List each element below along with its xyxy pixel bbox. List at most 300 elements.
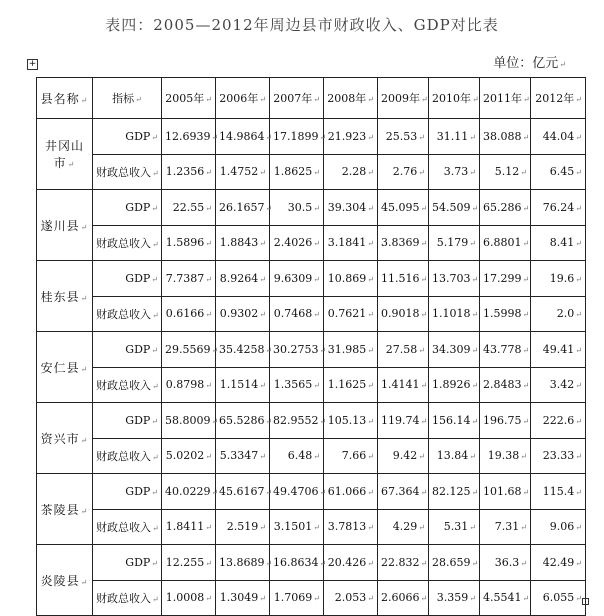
paragraph-mark-icon: ↵ bbox=[265, 416, 273, 426]
county-name-cell[interactable] bbox=[37, 545, 93, 616]
indicator-label: GDP bbox=[125, 484, 151, 498]
paragraph-mark-icon: ↵ bbox=[205, 168, 212, 178]
value-text: 13.703 bbox=[432, 271, 471, 285]
value-cell[interactable] bbox=[324, 367, 378, 403]
value-cell[interactable] bbox=[531, 332, 586, 368]
paragraph-mark-icon: ↵ bbox=[313, 523, 320, 533]
value-cell[interactable] bbox=[162, 190, 216, 226]
paragraph-mark-icon: ↵ bbox=[420, 487, 428, 497]
value-cell[interactable] bbox=[324, 225, 378, 261]
paragraph-mark-icon: ↵ bbox=[319, 487, 327, 497]
value-cell[interactable] bbox=[162, 225, 216, 261]
header-year-cell[interactable] bbox=[270, 78, 324, 119]
value-text: 3.7813 bbox=[327, 520, 367, 534]
value-cell[interactable] bbox=[270, 261, 324, 297]
paragraph-mark-icon: ↵ bbox=[259, 523, 266, 533]
value-cell[interactable] bbox=[270, 474, 327, 510]
value-cell[interactable] bbox=[378, 119, 429, 155]
value-cell[interactable] bbox=[480, 261, 531, 297]
value-text: 30.2753 bbox=[273, 342, 319, 356]
value-cell[interactable] bbox=[480, 438, 531, 474]
paragraph-mark-icon: ↵ bbox=[135, 95, 142, 104]
value-cell[interactable] bbox=[216, 580, 270, 616]
value-cell[interactable] bbox=[162, 438, 216, 474]
header-year-label: 2010年 bbox=[432, 92, 471, 105]
value-text: 19.6 bbox=[549, 271, 575, 285]
value-cell[interactable] bbox=[480, 403, 531, 439]
header-year-cell[interactable] bbox=[216, 78, 270, 119]
unit-text: 单位：亿元 bbox=[493, 56, 559, 71]
value-cell[interactable] bbox=[429, 580, 480, 616]
paragraph-mark-icon: ↵ bbox=[420, 203, 428, 213]
paragraph-mark-icon: ↵ bbox=[575, 203, 582, 213]
value-cell[interactable] bbox=[324, 119, 378, 155]
value-text: 3.42 bbox=[549, 378, 575, 392]
value-cell[interactable] bbox=[378, 545, 429, 581]
value-cell[interactable] bbox=[531, 580, 586, 616]
value-cell[interactable] bbox=[270, 190, 324, 226]
county-name-cell[interactable] bbox=[37, 261, 93, 332]
table-move-handle-icon[interactable]: + bbox=[28, 59, 37, 69]
paragraph-mark-icon: ↵ bbox=[575, 487, 582, 497]
value-text: 40.0229 bbox=[165, 484, 211, 498]
value-cell[interactable] bbox=[216, 403, 273, 439]
value-cell[interactable] bbox=[429, 403, 480, 439]
value-cell[interactable] bbox=[216, 332, 273, 368]
paragraph-mark-icon: ↵ bbox=[80, 577, 89, 587]
value-cell[interactable] bbox=[324, 296, 378, 332]
paragraph-mark-icon: ↵ bbox=[152, 381, 159, 391]
value-cell[interactable] bbox=[531, 509, 586, 545]
paragraph-mark-icon: ↵ bbox=[469, 452, 476, 462]
paragraph-mark-icon: ↵ bbox=[151, 558, 158, 568]
value-cell[interactable] bbox=[216, 545, 273, 581]
indicator-cell[interactable] bbox=[93, 332, 162, 368]
indicator-label: GDP bbox=[125, 129, 151, 143]
table-row bbox=[37, 154, 586, 190]
value-cell[interactable] bbox=[378, 438, 429, 474]
value-text: 7.31 bbox=[494, 520, 520, 534]
value-text: 76.24 bbox=[542, 200, 575, 214]
value-cell[interactable] bbox=[162, 403, 219, 439]
paragraph-mark-icon: ↵ bbox=[471, 381, 479, 391]
value-text: 44.04 bbox=[542, 129, 575, 143]
value-cell[interactable] bbox=[216, 474, 273, 510]
paragraph-mark-icon: ↵ bbox=[151, 203, 158, 213]
paragraph-mark-icon: ↵ bbox=[472, 95, 479, 104]
paragraph-mark-icon: ↵ bbox=[151, 345, 158, 355]
paragraph-mark-icon: ↵ bbox=[522, 310, 530, 320]
value-cell[interactable] bbox=[162, 545, 216, 581]
table-resize-handle-icon[interactable] bbox=[582, 598, 589, 605]
value-text: 1.8926 bbox=[432, 378, 471, 392]
paragraph-mark-icon: ↵ bbox=[367, 203, 374, 213]
value-cell[interactable] bbox=[531, 261, 586, 297]
indicator-cell[interactable] bbox=[93, 190, 162, 226]
value-cell[interactable] bbox=[216, 225, 270, 261]
value-text: 6.45 bbox=[549, 165, 575, 179]
paragraph-mark-icon: ↵ bbox=[205, 203, 212, 213]
value-cell[interactable] bbox=[162, 474, 219, 510]
table-row bbox=[37, 438, 586, 474]
value-cell[interactable] bbox=[270, 332, 327, 368]
header-year-cell[interactable] bbox=[324, 78, 378, 119]
paragraph-mark-icon: ↵ bbox=[80, 364, 89, 374]
paragraph-mark-icon: ↵ bbox=[319, 132, 327, 142]
value-cell[interactable] bbox=[531, 225, 586, 261]
value-text: 61.066 bbox=[327, 484, 367, 498]
paragraph-mark-icon: ↵ bbox=[418, 132, 425, 142]
county-name-cell[interactable] bbox=[37, 474, 93, 545]
county-name: 茶陵县 bbox=[40, 502, 80, 517]
value-text: 1.5896 bbox=[165, 236, 205, 250]
paragraph-mark-icon: ↵ bbox=[575, 132, 582, 142]
paragraph-mark-icon: ↵ bbox=[367, 452, 374, 462]
paragraph-mark-icon: ↵ bbox=[575, 594, 582, 604]
paragraph-mark-icon: ↵ bbox=[205, 594, 212, 604]
value-cell[interactable] bbox=[378, 332, 429, 368]
value-cell[interactable] bbox=[531, 367, 586, 403]
page-title: 表四：2005—2012年周边县市财政收入、GDP对比表 bbox=[105, 16, 499, 34]
paragraph-mark-icon: ↵ bbox=[575, 310, 582, 320]
indicator-cell[interactable] bbox=[93, 367, 162, 403]
value-text: 1.3565 bbox=[273, 378, 313, 392]
value-cell[interactable] bbox=[429, 119, 480, 155]
value-cell[interactable] bbox=[162, 332, 219, 368]
header-county-label: 县名称 bbox=[40, 91, 80, 106]
value-text: 101.68 bbox=[483, 484, 522, 498]
paragraph-mark-icon: ↵ bbox=[313, 95, 320, 104]
paragraph-mark-icon: ↵ bbox=[367, 345, 374, 355]
header-indicator-cell[interactable] bbox=[93, 78, 162, 119]
value-cell[interactable] bbox=[480, 190, 531, 226]
paragraph-mark-icon: ↵ bbox=[80, 506, 89, 516]
indicator-cell[interactable] bbox=[93, 474, 162, 510]
paragraph-mark-icon: ↵ bbox=[522, 594, 530, 604]
value-cell[interactable] bbox=[162, 367, 216, 403]
indicator-label: 财政总收入 bbox=[96, 307, 151, 321]
value-cell[interactable] bbox=[270, 119, 327, 155]
paragraph-mark-icon: ↵ bbox=[313, 310, 320, 320]
value-cell[interactable] bbox=[270, 296, 324, 332]
paragraph-mark-icon: ↵ bbox=[575, 416, 582, 426]
value-cell[interactable] bbox=[324, 190, 378, 226]
paragraph-mark-icon: ↵ bbox=[522, 487, 530, 497]
paragraph-mark-icon: ↵ bbox=[471, 487, 479, 497]
paragraph-mark-icon: ↵ bbox=[152, 239, 159, 249]
paragraph-mark-icon: ↵ bbox=[151, 274, 158, 284]
paragraph-mark-icon: ↵ bbox=[471, 558, 479, 568]
paragraph-mark-icon: ↵ bbox=[152, 452, 159, 462]
value-text: 2.76 bbox=[392, 165, 418, 179]
value-cell[interactable] bbox=[378, 367, 429, 403]
paragraph-mark-icon: ↵ bbox=[319, 416, 327, 426]
paragraph-mark-icon: ↵ bbox=[420, 274, 428, 284]
value-cell[interactable] bbox=[162, 119, 219, 155]
county-name-cell[interactable] bbox=[37, 119, 93, 190]
value-cell[interactable] bbox=[429, 261, 480, 297]
value-cell[interactable] bbox=[531, 190, 586, 226]
value-cell[interactable] bbox=[480, 509, 531, 545]
value-text: 0.8798 bbox=[165, 378, 205, 392]
value-cell[interactable] bbox=[480, 367, 531, 403]
value-cell[interactable] bbox=[324, 545, 378, 581]
value-cell[interactable] bbox=[270, 545, 327, 581]
table-row bbox=[37, 474, 586, 510]
value-text: 1.5998 bbox=[483, 307, 522, 321]
value-cell[interactable] bbox=[324, 580, 378, 616]
paragraph-mark-icon: ↵ bbox=[313, 452, 320, 462]
value-cell[interactable] bbox=[531, 474, 586, 510]
value-text: 156.14 bbox=[432, 413, 471, 427]
value-cell[interactable] bbox=[429, 296, 480, 332]
paragraph-mark-icon: ↵ bbox=[575, 168, 582, 178]
paragraph-mark-icon: ↵ bbox=[259, 452, 266, 462]
value-text: 1.8843 bbox=[219, 236, 259, 250]
paragraph-mark-icon: ↵ bbox=[520, 523, 527, 533]
value-cell[interactable] bbox=[531, 438, 586, 474]
indicator-cell[interactable] bbox=[93, 225, 162, 261]
value-text: 2.519 bbox=[226, 520, 259, 534]
county-name-cell[interactable] bbox=[37, 332, 93, 403]
paragraph-mark-icon: ↵ bbox=[211, 487, 219, 497]
indicator-cell[interactable] bbox=[93, 509, 162, 545]
indicator-cell[interactable] bbox=[93, 403, 162, 439]
value-text: 9.6309 bbox=[273, 271, 313, 285]
value-cell[interactable] bbox=[480, 545, 531, 581]
value-text: 5.12 bbox=[494, 165, 520, 179]
paragraph-mark-icon: ↵ bbox=[205, 558, 212, 568]
value-text: 3.1841 bbox=[327, 236, 367, 250]
paragraph-mark-icon: ↵ bbox=[575, 452, 582, 462]
value-cell[interactable] bbox=[324, 332, 378, 368]
value-cell[interactable] bbox=[216, 509, 270, 545]
indicator-label: GDP bbox=[125, 271, 151, 285]
value-cell[interactable] bbox=[531, 119, 586, 155]
paragraph-mark-icon: ↵ bbox=[418, 523, 425, 533]
value-cell[interactable] bbox=[270, 225, 324, 261]
value-cell[interactable] bbox=[378, 190, 429, 226]
value-cell[interactable] bbox=[531, 296, 586, 332]
value-text: 3.8369 bbox=[381, 236, 420, 250]
paragraph-mark-icon: ↵ bbox=[469, 132, 476, 142]
paragraph-mark-icon: ↵ bbox=[575, 95, 582, 104]
value-cell[interactable] bbox=[378, 296, 429, 332]
county-name-cell[interactable] bbox=[37, 190, 93, 261]
value-cell[interactable] bbox=[429, 438, 480, 474]
paragraph-mark-icon: ↵ bbox=[522, 239, 530, 249]
value-cell[interactable] bbox=[429, 332, 480, 368]
header-year-cell[interactable] bbox=[480, 78, 531, 119]
paragraph-mark-icon: ↵ bbox=[520, 452, 527, 462]
value-cell[interactable] bbox=[378, 509, 429, 545]
value-cell[interactable] bbox=[324, 403, 378, 439]
value-cell[interactable] bbox=[270, 403, 327, 439]
header-year-label: 2005年 bbox=[165, 92, 205, 105]
value-cell[interactable] bbox=[270, 580, 324, 616]
indicator-cell[interactable] bbox=[93, 545, 162, 581]
value-text: 0.7468 bbox=[273, 307, 313, 321]
value-cell[interactable] bbox=[480, 296, 531, 332]
value-cell[interactable] bbox=[216, 119, 273, 155]
value-text: 6.055 bbox=[542, 591, 575, 605]
value-text: 4.5541 bbox=[483, 591, 522, 605]
value-cell[interactable] bbox=[216, 296, 270, 332]
value-text: 0.9302 bbox=[219, 307, 259, 321]
paragraph-mark-icon: ↵ bbox=[152, 523, 159, 533]
value-cell[interactable] bbox=[216, 438, 270, 474]
paragraph-mark-icon: ↵ bbox=[367, 239, 374, 249]
value-text: 17.1899 bbox=[273, 129, 319, 143]
value-text: 28.659 bbox=[432, 555, 471, 569]
value-cell[interactable] bbox=[378, 580, 429, 616]
paragraph-mark-icon: ↵ bbox=[211, 416, 219, 426]
value-text: 45.095 bbox=[381, 200, 420, 214]
county-name: 桂东县 bbox=[40, 289, 80, 304]
paragraph-mark-icon: ↵ bbox=[367, 558, 374, 568]
header-year-cell[interactable] bbox=[162, 78, 216, 119]
paragraph-mark-icon: ↵ bbox=[211, 132, 219, 142]
paragraph-mark-icon: ↵ bbox=[520, 558, 527, 568]
header-indicator-label: 指标 bbox=[112, 92, 135, 105]
header-year-label: 2007年 bbox=[273, 92, 313, 105]
value-text: 5.3347 bbox=[219, 449, 259, 463]
value-text: 1.7069 bbox=[273, 591, 313, 605]
indicator-cell[interactable] bbox=[93, 261, 162, 297]
value-cell[interactable] bbox=[378, 403, 429, 439]
header-year-cell[interactable] bbox=[531, 78, 586, 119]
value-cell[interactable] bbox=[378, 225, 429, 261]
value-cell[interactable] bbox=[216, 154, 270, 190]
value-text: 2.0 bbox=[556, 307, 575, 321]
header-county-cell[interactable] bbox=[37, 78, 93, 119]
indicator-cell[interactable] bbox=[93, 296, 162, 332]
value-cell[interactable] bbox=[531, 545, 586, 581]
value-text: 1.1625 bbox=[327, 378, 367, 392]
value-cell[interactable] bbox=[162, 261, 216, 297]
indicator-label: GDP bbox=[125, 413, 151, 427]
indicator-cell[interactable] bbox=[93, 438, 162, 474]
value-text: 12.255 bbox=[165, 555, 205, 569]
county-name-cell[interactable] bbox=[37, 403, 93, 474]
value-cell[interactable] bbox=[216, 190, 273, 226]
value-text: 35.4258 bbox=[219, 342, 265, 356]
paragraph-mark-icon: ↵ bbox=[420, 381, 428, 391]
value-cell[interactable] bbox=[429, 474, 480, 510]
value-cell[interactable] bbox=[480, 332, 531, 368]
value-cell[interactable] bbox=[531, 154, 586, 190]
value-cell[interactable] bbox=[480, 580, 531, 616]
paragraph-mark-icon: ↵ bbox=[367, 168, 374, 178]
value-cell[interactable] bbox=[324, 474, 378, 510]
value-text: 16.8634 bbox=[273, 555, 319, 569]
value-cell[interactable] bbox=[429, 225, 480, 261]
value-text: 10.869 bbox=[327, 271, 367, 285]
value-cell[interactable] bbox=[162, 296, 216, 332]
value-text: 2.4026 bbox=[273, 236, 313, 250]
value-text: 2.28 bbox=[341, 165, 367, 179]
value-cell[interactable] bbox=[324, 438, 378, 474]
header-year-label: 2012年 bbox=[535, 92, 575, 105]
value-text: 82.125 bbox=[432, 484, 471, 498]
paragraph-mark-icon: ↵ bbox=[367, 310, 374, 320]
value-cell[interactable] bbox=[270, 509, 324, 545]
value-cell[interactable] bbox=[378, 474, 429, 510]
value-text: 38.088 bbox=[483, 129, 522, 143]
value-text: 20.426 bbox=[327, 555, 367, 569]
paragraph-mark-icon: ↵ bbox=[523, 95, 530, 104]
paragraph-mark-icon: ↵ bbox=[259, 594, 266, 604]
paragraph-mark-icon: ↵ bbox=[418, 452, 425, 462]
indicator-cell[interactable] bbox=[93, 119, 162, 155]
value-cell[interactable] bbox=[429, 190, 480, 226]
paragraph-mark-icon: ↵ bbox=[469, 523, 476, 533]
value-cell[interactable] bbox=[216, 261, 270, 297]
value-text: 13.84 bbox=[436, 449, 469, 463]
value-cell[interactable] bbox=[270, 438, 324, 474]
header-year-cell[interactable] bbox=[429, 78, 480, 119]
value-cell[interactable] bbox=[378, 154, 429, 190]
value-text: 8.9264 bbox=[219, 271, 259, 285]
value-cell[interactable] bbox=[324, 509, 378, 545]
value-cell[interactable] bbox=[480, 225, 531, 261]
indicator-cell[interactable] bbox=[93, 154, 162, 190]
value-cell[interactable] bbox=[429, 545, 480, 581]
value-cell[interactable] bbox=[324, 261, 378, 297]
paragraph-mark-icon: ↵ bbox=[80, 293, 89, 303]
value-cell[interactable] bbox=[480, 474, 531, 510]
value-cell[interactable] bbox=[270, 154, 324, 190]
value-cell[interactable] bbox=[270, 367, 324, 403]
value-cell[interactable] bbox=[378, 261, 429, 297]
value-text: 3.73 bbox=[443, 165, 469, 179]
value-cell[interactable] bbox=[429, 154, 480, 190]
paragraph-mark-icon: ↵ bbox=[259, 168, 266, 178]
value-text: 49.4706 bbox=[273, 484, 319, 498]
value-cell[interactable] bbox=[162, 580, 216, 616]
paragraph-mark-icon: ↵ bbox=[575, 274, 582, 284]
value-cell[interactable] bbox=[162, 509, 216, 545]
county-name: 资兴市 bbox=[40, 431, 80, 446]
value-cell[interactable] bbox=[162, 154, 216, 190]
value-text: 43.778 bbox=[483, 342, 522, 356]
indicator-cell[interactable] bbox=[93, 580, 162, 616]
value-cell[interactable] bbox=[480, 119, 531, 155]
value-text: 1.0008 bbox=[165, 591, 205, 605]
value-cell[interactable] bbox=[480, 154, 531, 190]
paragraph-mark-icon: ↵ bbox=[367, 487, 374, 497]
paragraph-mark-icon: ↵ bbox=[205, 381, 212, 391]
value-text: 3.1501 bbox=[273, 520, 313, 534]
paragraph-mark-icon: ↵ bbox=[367, 381, 374, 391]
value-cell[interactable] bbox=[216, 367, 270, 403]
header-year-cell[interactable] bbox=[378, 78, 429, 119]
value-text: 7.7387 bbox=[165, 271, 205, 285]
value-text: 2.8483 bbox=[483, 378, 522, 392]
value-cell[interactable] bbox=[429, 367, 480, 403]
value-text: 49.41 bbox=[542, 342, 575, 356]
value-cell[interactable] bbox=[429, 509, 480, 545]
paragraph-mark-icon: ↵ bbox=[471, 345, 479, 355]
value-text: 8.41 bbox=[549, 236, 575, 250]
paragraph-mark-icon: ↵ bbox=[471, 416, 479, 426]
value-cell[interactable] bbox=[531, 403, 586, 439]
value-text: 0.9018 bbox=[381, 307, 420, 321]
header-year-label: 2009年 bbox=[381, 92, 420, 105]
table-row bbox=[37, 119, 586, 155]
value-cell[interactable] bbox=[324, 154, 378, 190]
value-text: 4.29 bbox=[392, 520, 418, 534]
